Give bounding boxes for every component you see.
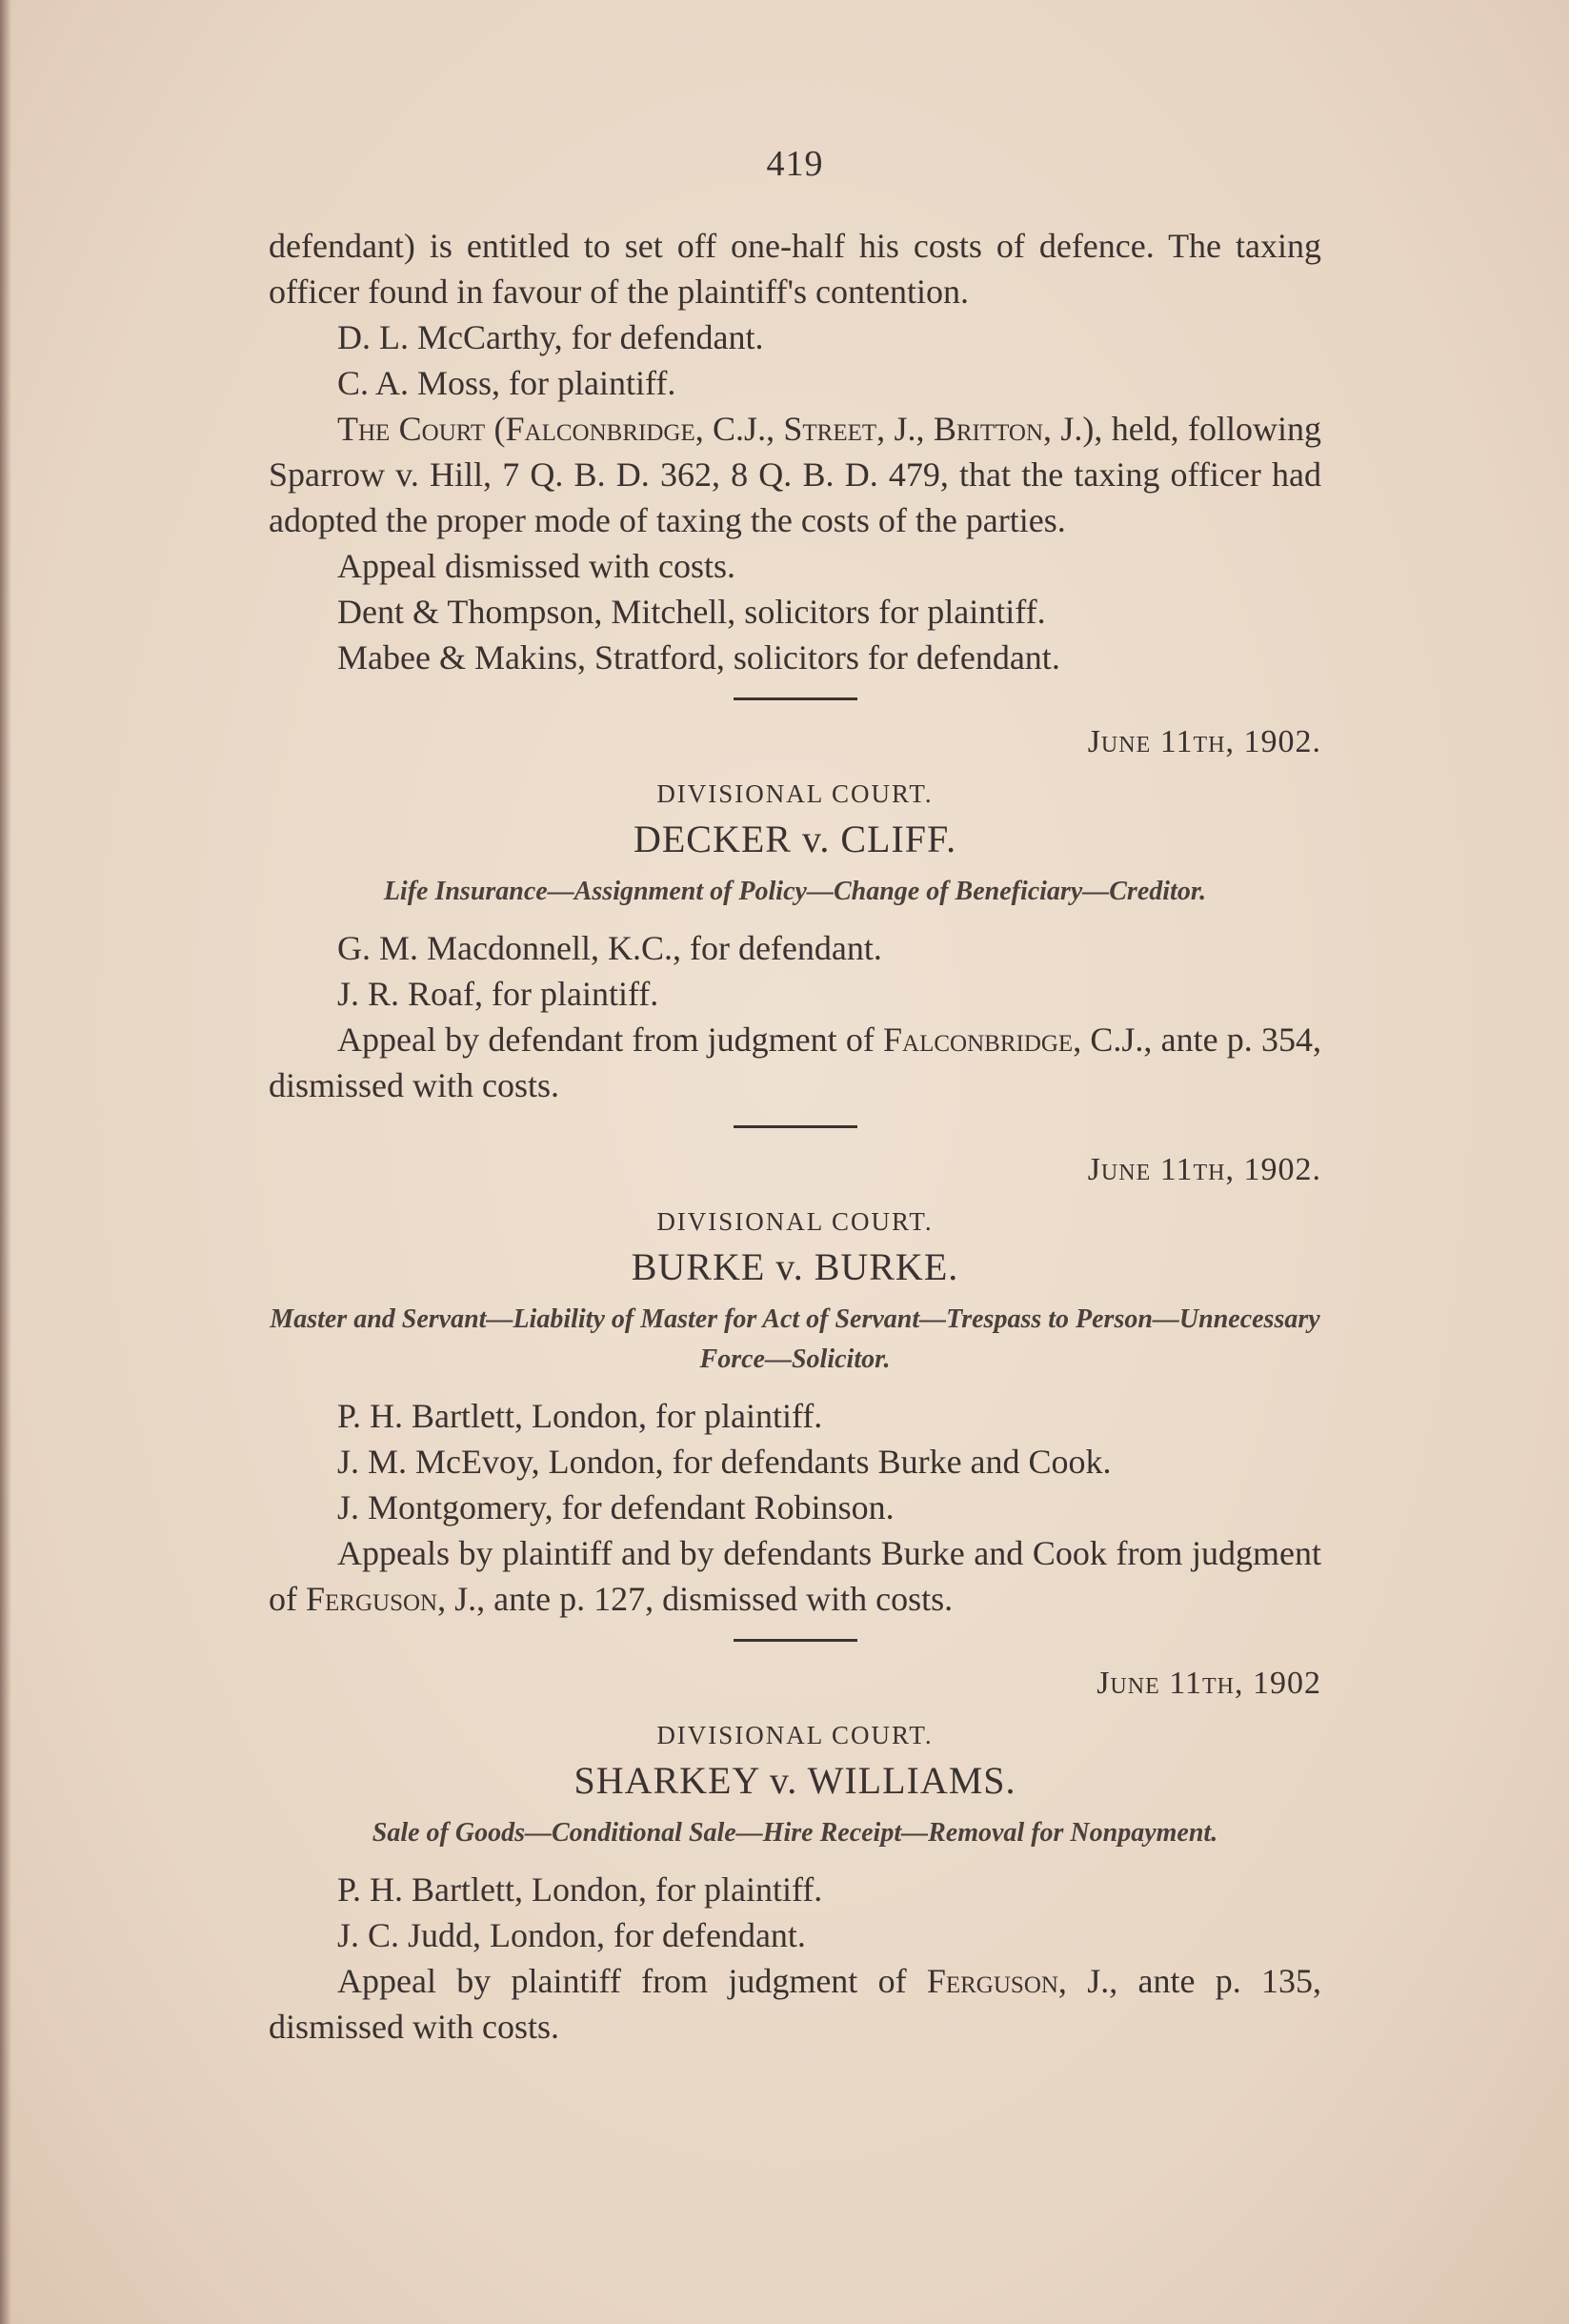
section-divider	[734, 1639, 857, 1642]
counsel-line: J. M. McEvoy, London, for defendants Burke and Cook.	[337, 1443, 1112, 1481]
court-name: DIVISIONAL COURT.	[656, 1721, 934, 1749]
section-divider	[734, 697, 857, 700]
counsel-line: J. Montgomery, for defendant Robinson.	[337, 1488, 895, 1526]
holding-text: , held, following Sparrow v. Hill, 7 Q. B. D. 362, 8 Q. B. D. 479, that the taxing officer had adopted the proper mode of taxing the costs of the parties.	[269, 410, 1321, 539]
case-title: DECKER v. CLIFF.	[633, 818, 957, 860]
judge-name: Ferguson, J.	[926, 1962, 1110, 2000]
counsel-line: J. R. Roaf, for plaintiff.	[337, 975, 659, 1013]
case-date: June 11th, 1902	[1096, 1666, 1321, 1701]
intro-paragraph: defendant) is entitled to set off one-half his costs of defence. The taxing officer found in favour of the plaintiff's contention.	[269, 227, 1321, 311]
case-title: SHARKEY v. WILLIAMS.	[573, 1759, 1016, 1802]
disposition-text: Appeal by defendant from judgment of	[337, 1021, 884, 1059]
counsel-line: P. H. Bartlett, London, for plaintiff.	[337, 1870, 823, 1909]
court-label: The Court	[337, 410, 486, 448]
solicitors-line: Mabee & Makins, Stratford, solicitors for defendant.	[337, 638, 1060, 677]
counsel-line: J. C. Judd, London, for defendant.	[337, 1916, 806, 1954]
case-entry	[269, 721, 1321, 1108]
disposition-text: Appeals by plaintiff and by defendants Burke and Cook from judgment of	[269, 1534, 1321, 1618]
judge-name: Falconbridge, C.J.	[883, 1021, 1144, 1059]
text-column	[269, 143, 1321, 2050]
counsel-line: P. H. Bartlett, London, for plaintiff.	[337, 1397, 823, 1435]
counsel-line: D. L. McCarthy, for defendant.	[337, 318, 764, 356]
case-entry	[269, 1149, 1321, 1622]
case-entry	[269, 1663, 1321, 2050]
judges-list: (Falconbridge, C.J., Street, J., Britton, J.)	[493, 410, 1095, 448]
catchwords: Life Insurance—Assignment of Policy—Change of Beneficiary—Creditor.	[383, 877, 1207, 906]
case-title: BURKE v. BURKE.	[631, 1245, 959, 1288]
section-divider	[734, 1125, 857, 1128]
disposition	[269, 1958, 1321, 2050]
case-date: June 11th, 1902.	[1087, 724, 1321, 759]
solicitors-line: Dent & Thompson, Mitchell, solicitors for plaintiff.	[337, 593, 1046, 631]
page-binding-edge	[0, 0, 11, 2324]
catchwords: Sale of Goods—Conditional Sale—Hire Receipt—Removal for Nonpayment.	[372, 1818, 1218, 1848]
disposition-text: , ante p. 127, dismissed with costs.	[476, 1580, 954, 1618]
catchwords: Master and Servant—Liability of Master for Act of Servant—Trespass to Person—Unnecessary Force—Solicitor.	[270, 1304, 1320, 1374]
court-name: DIVISIONAL COURT.	[656, 779, 934, 808]
result-line: Appeal dismissed with costs.	[337, 547, 735, 585]
page-number: 419	[766, 144, 824, 184]
disposition-text: Appeal by plaintiff from judgment of	[337, 1962, 927, 2000]
disposition-text: , ante p. 354, dismissed with costs.	[269, 1021, 1321, 1104]
disposition	[269, 1530, 1321, 1622]
counsel-line: G. M. Macdonnell, K.C., for defendant.	[337, 929, 882, 967]
counsel-line: C. A. Moss, for plaintiff.	[337, 364, 676, 402]
disposition-text: , ante p. 135, dismissed with costs.	[269, 1962, 1321, 2046]
holding-paragraph	[269, 406, 1321, 543]
court-name: DIVISIONAL COURT.	[656, 1207, 934, 1236]
judge-name: Ferguson, J.	[306, 1580, 477, 1618]
case-date: June 11th, 1902.	[1087, 1152, 1321, 1187]
disposition	[269, 1017, 1321, 1108]
